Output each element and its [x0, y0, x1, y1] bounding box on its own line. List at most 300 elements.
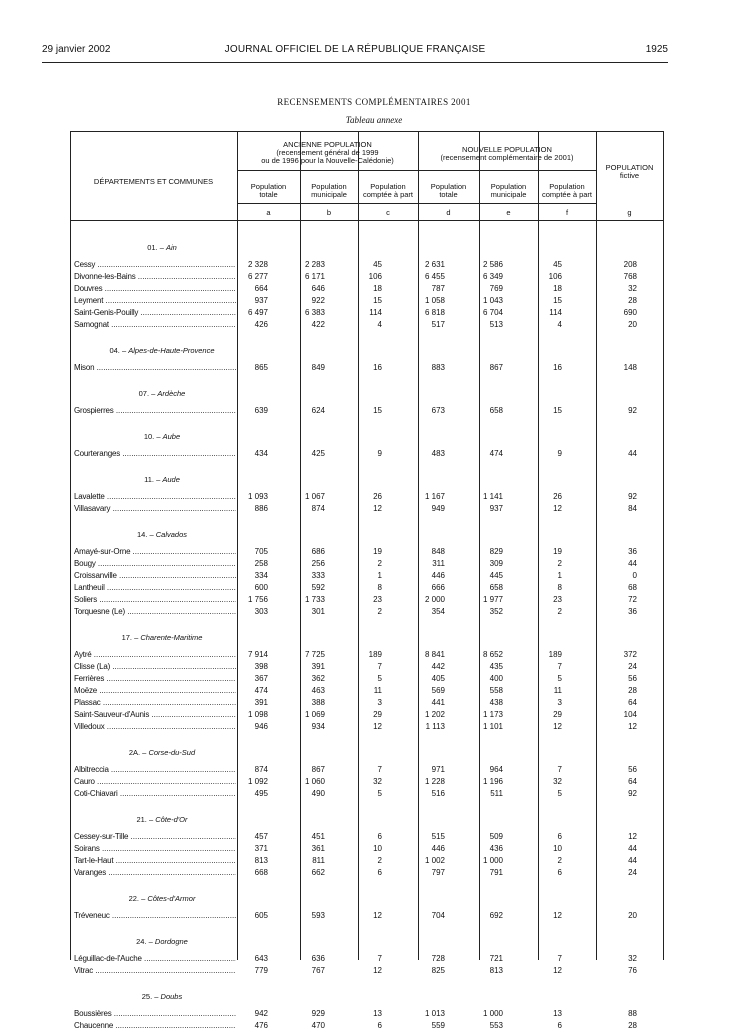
table-row	[70, 449, 664, 460]
table-row	[70, 698, 664, 709]
cell-b: 1 069	[304, 710, 325, 719]
cell-f: 3	[557, 698, 562, 707]
table-row	[70, 662, 664, 673]
cell-f: 114	[549, 308, 562, 317]
cell-d: 1 202	[424, 710, 445, 719]
department-number: 11. –	[144, 475, 163, 484]
cell-f: 18	[553, 284, 562, 293]
cell-g: 56	[628, 674, 637, 683]
cell-d: 1 113	[425, 722, 445, 731]
cell-b: 333	[311, 571, 325, 580]
cell-d: 848	[431, 547, 445, 556]
commune-name: Saint-Genis-Pouilly .....	[74, 308, 236, 319]
cell-e: 2 586	[482, 260, 503, 269]
cell-f: 15	[553, 406, 562, 415]
cell-e: 813	[489, 966, 503, 975]
cell-b: 1 060	[304, 777, 325, 786]
group-header-new-title: NOUVELLE POPULATION	[462, 145, 552, 154]
department-heading	[72, 346, 252, 355]
cell-f: 4	[557, 320, 562, 329]
cell-b: 256	[311, 559, 325, 568]
cell-b: 490	[311, 789, 325, 798]
cell-d: 673	[431, 406, 445, 415]
table-row	[70, 674, 664, 685]
cell-f: 2	[557, 607, 562, 616]
cell-a: 495	[254, 789, 268, 798]
cell-a: 476	[254, 1021, 268, 1030]
table-row	[70, 272, 664, 283]
cell-a: 457	[254, 832, 268, 841]
subcol-header-line1: Population	[370, 182, 406, 191]
cell-a: 434	[254, 449, 268, 458]
cell-b: 451	[311, 832, 325, 841]
cell-a: 1 098	[247, 710, 268, 719]
cell-d: 405	[431, 674, 445, 683]
cell-f: 12	[553, 504, 562, 513]
department-name: Dordogne	[154, 937, 188, 946]
commune-name: Cauro .....	[74, 777, 236, 788]
department-name: Aude	[162, 475, 180, 484]
cell-a: 6 497	[247, 308, 268, 317]
cell-g: 72	[628, 595, 637, 604]
col-header-departements: DÉPARTEMENTS ET COMMUNES	[93, 177, 214, 186]
department-heading	[72, 633, 252, 642]
cell-b: 934	[311, 722, 325, 731]
table-row	[70, 559, 664, 570]
cell-a: 6 277	[247, 272, 268, 281]
subcol-letter: d	[446, 208, 451, 217]
document-subtitle: Tableau annexe	[345, 115, 403, 125]
cell-f: 13	[553, 1009, 562, 1018]
cell-d: 6 455	[424, 272, 445, 281]
table-row	[70, 868, 664, 879]
cell-g: 44	[628, 559, 637, 568]
cell-c: 26	[373, 492, 382, 501]
cell-e: 1 173	[482, 710, 503, 719]
commune-name: Aytré .....	[74, 650, 236, 661]
cell-f: 5	[557, 674, 562, 683]
cell-g: 44	[628, 449, 637, 458]
department-number: 04. –	[109, 346, 129, 355]
cell-g: 84	[628, 504, 637, 513]
cell-e: 937	[489, 504, 503, 513]
cell-a: 1 092	[247, 777, 268, 786]
cell-b: 767	[311, 966, 325, 975]
commune-name: Villedoux .....	[74, 722, 236, 733]
commune-name: Albitreccia .....	[74, 765, 236, 776]
cell-e: 1 141	[482, 492, 503, 501]
cell-c: 45	[373, 260, 382, 269]
table-row	[70, 595, 664, 606]
commune-name: Grospierres .....	[74, 406, 236, 417]
table-row	[70, 260, 664, 271]
cell-d: 311	[432, 559, 445, 568]
department-number: 14. –	[136, 530, 156, 539]
subcol-header-line1: Population	[490, 182, 527, 191]
cell-d: 515	[431, 832, 445, 841]
cell-e: 769	[489, 284, 503, 293]
cell-d: 2 631	[424, 260, 445, 269]
cell-c: 16	[373, 363, 382, 372]
col-header-fictive-2: fictive	[619, 171, 640, 180]
cell-d: 446	[431, 844, 445, 853]
cell-d: 728	[431, 954, 445, 963]
commune-name: Villasavary .....	[74, 504, 236, 515]
cell-d: 883	[431, 363, 445, 372]
cell-g: 44	[628, 844, 637, 853]
cell-g: 0	[632, 571, 637, 580]
cell-b: 646	[311, 284, 325, 293]
department-number: 21. –	[136, 815, 156, 824]
group-header-old-sub1: (recensement général de 1999	[276, 148, 379, 157]
cell-f: 6	[557, 868, 562, 877]
cell-e: 509	[489, 832, 503, 841]
subcol-letter: e	[506, 208, 511, 217]
cell-c: 18	[373, 284, 382, 293]
cell-a: 398	[254, 662, 268, 671]
table-row	[70, 686, 664, 697]
table-row	[70, 320, 664, 331]
cell-d: 446	[431, 571, 445, 580]
department-heading	[72, 530, 252, 539]
table-row	[70, 777, 664, 788]
commune-name: Divonne-les-Bains .....	[74, 272, 236, 283]
cell-b: 391	[311, 662, 325, 671]
cell-b: 7 725	[304, 650, 325, 659]
table-row	[70, 954, 664, 965]
cell-d: 516	[431, 789, 445, 798]
group-header-new-sub: (recensement complémentaire de 2001)	[440, 153, 574, 162]
cell-c: 13	[373, 1009, 382, 1018]
cell-c: 2	[377, 559, 382, 568]
cell-e: 6 704	[482, 308, 503, 317]
cell-f: 23	[553, 595, 562, 604]
cell-f: 12	[553, 966, 562, 975]
commune-name: Amayé-sur-Orne .....	[74, 547, 236, 558]
department-heading	[72, 475, 252, 484]
cell-c: 2	[377, 856, 382, 865]
cell-e: 8 652	[482, 650, 503, 659]
commune-name: Leyment .....	[74, 296, 236, 307]
cell-b: 686	[311, 547, 325, 556]
cell-b: 624	[311, 406, 325, 415]
cell-a: 605	[254, 911, 268, 920]
cell-b: 1 067	[304, 492, 325, 501]
commune-name: Bougy .....	[74, 559, 236, 570]
cell-e: 558	[489, 686, 503, 695]
cell-b: 867	[311, 765, 325, 774]
commune-name: Torquesne (Le) .....	[74, 607, 236, 618]
cell-c: 19	[373, 547, 382, 556]
group-header-old-sub2: ou de 1996 pour la Nouvelle-Calédonie)	[261, 156, 394, 165]
cell-c: 6	[377, 832, 382, 841]
cell-f: 11	[553, 686, 562, 695]
cell-f: 7	[557, 662, 562, 671]
cell-d: 797	[431, 868, 445, 877]
department-name: Ardèche	[157, 389, 186, 398]
commune-name: Tart-le-Haut .....	[74, 856, 236, 867]
subcol-letter: b	[326, 208, 332, 217]
cell-e: 721	[489, 954, 503, 963]
cell-d: 1 013	[424, 1009, 445, 1018]
cell-d: 704	[431, 911, 445, 920]
header-journal-title: JOURNAL OFFICIEL DE LA RÉPUBLIQUE FRANÇAISE	[224, 44, 486, 55]
table-row	[70, 1021, 664, 1032]
table-row	[70, 607, 664, 618]
cell-f: 9	[557, 449, 562, 458]
cell-g: 32	[628, 284, 637, 293]
department-heading	[72, 243, 252, 252]
cell-e: 964	[489, 765, 503, 774]
cell-d: 442	[431, 662, 445, 671]
cell-b: 362	[311, 674, 325, 683]
cell-a: 874	[254, 765, 268, 774]
cell-d: 1 228	[424, 777, 445, 786]
cell-b: 922	[311, 296, 325, 305]
cell-c: 11	[373, 686, 382, 695]
department-name: Charente-Maritime	[140, 633, 203, 642]
cell-c: 9	[377, 449, 382, 458]
cell-c: 7	[377, 765, 382, 774]
cell-e: 692	[489, 911, 503, 920]
cell-e: 1 101	[482, 722, 503, 731]
cell-e: 445	[489, 571, 503, 580]
cell-a: 2 328	[247, 260, 268, 269]
cell-g: 92	[628, 406, 637, 415]
cell-g: 44	[628, 856, 637, 865]
commune-name: Plassac .....	[74, 698, 236, 709]
cell-d: 569	[431, 686, 445, 695]
cell-f: 15	[553, 296, 562, 305]
table-row	[70, 1009, 664, 1020]
cell-a: 639	[254, 406, 268, 415]
commune-name: Courteranges .....	[74, 449, 236, 460]
population-table	[70, 131, 664, 1030]
cell-a: 1 756	[247, 595, 268, 604]
cell-e: 309	[489, 559, 503, 568]
cell-e: 658	[489, 583, 503, 592]
cell-a: 258	[254, 559, 268, 568]
subcol-header-line1: Population	[430, 182, 467, 191]
cell-c: 6	[377, 868, 382, 877]
cell-e: 553	[489, 1021, 503, 1030]
cell-g: 92	[628, 492, 637, 501]
cell-f: 189	[548, 650, 562, 659]
commune-name: Lantheuil .....	[74, 583, 236, 594]
department-heading	[72, 432, 252, 441]
cell-e: 1 977	[482, 595, 503, 604]
cell-e: 1 000	[482, 1009, 503, 1018]
cell-c: 12	[373, 911, 382, 920]
commune-name: Lavalette .....	[74, 492, 236, 503]
cell-f: 16	[553, 363, 562, 372]
cell-d: 6 818	[424, 308, 445, 317]
commune-name: Vitrac .....	[74, 966, 236, 977]
cell-c: 189	[368, 650, 382, 659]
subcol-header-line2: comptée à part	[362, 190, 414, 199]
cell-a: 813	[254, 856, 268, 865]
cell-c: 8	[377, 583, 382, 592]
cell-f: 2	[557, 559, 562, 568]
department-number: 10. –	[143, 432, 163, 441]
department-number: 2A. –	[128, 748, 149, 757]
cell-g: 12	[628, 722, 637, 731]
cell-b: 592	[311, 583, 325, 592]
cell-e: 400	[489, 674, 503, 683]
cell-c: 3	[377, 698, 382, 707]
subcol-header-line1: Population	[250, 182, 287, 191]
table-row	[70, 583, 664, 594]
cell-b: 463	[311, 686, 325, 695]
cell-e: 511	[490, 789, 503, 798]
subcol-letter: f	[565, 208, 569, 217]
cell-g: 36	[628, 607, 637, 616]
cell-f: 6	[557, 832, 562, 841]
department-heading	[72, 894, 252, 903]
header-bottom-rule	[70, 220, 664, 221]
table-row	[70, 406, 664, 417]
cell-a: 886	[254, 504, 268, 513]
group-header-old-title: ANCIENNE POPULATION	[283, 140, 372, 149]
cell-a: 600	[254, 583, 268, 592]
table-row	[70, 308, 664, 319]
cell-a: 865	[254, 363, 268, 372]
commune-name: Croissanville .....	[74, 571, 236, 582]
cell-f: 32	[553, 777, 562, 786]
table-row	[70, 296, 664, 307]
cell-d: 8 841	[424, 650, 445, 659]
cell-g: 28	[628, 686, 637, 695]
table-row	[70, 722, 664, 733]
cell-g: 24	[628, 868, 637, 877]
cell-a: 942	[254, 1009, 268, 1018]
table-row	[70, 547, 664, 558]
commune-name: Samognat .....	[74, 320, 236, 331]
subcol-header-line2: totale	[439, 190, 458, 199]
cell-g: 36	[628, 547, 637, 556]
cell-a: 7 914	[247, 650, 268, 659]
cell-g: 12	[628, 832, 637, 841]
cell-f: 26	[553, 492, 562, 501]
cell-b: 929	[311, 1009, 325, 1018]
cell-d: 1 167	[424, 492, 445, 501]
cell-b: 301	[311, 607, 325, 616]
cell-d: 517	[431, 320, 445, 329]
cell-b: 2 283	[304, 260, 325, 269]
header-rule	[42, 62, 668, 63]
department-heading	[72, 937, 252, 946]
cell-g: 20	[628, 911, 637, 920]
cell-g: 92	[628, 789, 637, 798]
commune-name: Soliers .....	[74, 595, 236, 606]
cell-a: 371	[254, 844, 268, 853]
cell-c: 32	[373, 777, 382, 786]
department-name: Calvados	[155, 530, 188, 539]
table-row	[70, 504, 664, 515]
cell-a: 474	[254, 686, 268, 695]
cell-e: 6 349	[482, 272, 503, 281]
cell-g: 28	[628, 1021, 637, 1030]
cell-d: 971	[431, 765, 445, 774]
subcol-letter: c	[386, 208, 390, 217]
cell-g: 56	[628, 765, 637, 774]
group-header-rule	[237, 170, 596, 171]
cell-c: 5	[377, 674, 382, 683]
cell-c: 29	[373, 710, 382, 719]
cell-b: 422	[311, 320, 325, 329]
department-name: Ain	[165, 243, 177, 252]
cell-f: 12	[553, 722, 562, 731]
department-number: 01. –	[147, 243, 166, 252]
subcol-letter: g	[627, 208, 632, 217]
department-heading	[72, 748, 252, 757]
cell-g: 76	[628, 966, 637, 975]
cell-e: 438	[489, 698, 503, 707]
department-number: 24. –	[136, 937, 155, 946]
cell-a: 779	[254, 966, 268, 975]
commune-name: Mison .....	[74, 363, 236, 374]
cell-c: 23	[373, 595, 382, 604]
cell-b: 636	[311, 954, 325, 963]
header-page-number: 1925	[645, 44, 668, 55]
subcol-header-line2: totale	[259, 190, 278, 199]
cell-f: 12	[553, 911, 562, 920]
cell-d: 441	[431, 698, 445, 707]
commune-name: Tréveneuc .....	[74, 911, 236, 922]
table-row	[70, 710, 664, 721]
cell-c: 15	[373, 296, 382, 305]
cell-d: 1 058	[424, 296, 445, 305]
cell-c: 12	[373, 504, 382, 513]
cell-a: 1 093	[247, 492, 268, 501]
department-heading	[72, 992, 252, 1001]
cell-d: 666	[431, 583, 445, 592]
cell-b: 593	[311, 911, 325, 920]
cell-a: 705	[254, 547, 268, 556]
commune-name: Coti-Chiavari .....	[74, 789, 236, 800]
cell-f: 10	[553, 844, 562, 853]
commune-name: Saint-Sauveur-d'Aunis .....	[74, 710, 236, 721]
cell-c: 12	[373, 966, 382, 975]
table-row	[70, 966, 664, 977]
cell-d: 559	[431, 1021, 445, 1030]
cell-g: 32	[628, 954, 637, 963]
cell-g: 104	[623, 710, 637, 719]
department-heading	[72, 815, 252, 824]
cell-e: 867	[489, 363, 503, 372]
cell-b: 849	[311, 363, 325, 372]
cell-d: 1 002	[424, 856, 445, 865]
cell-g: 372	[623, 650, 637, 659]
cell-c: 15	[373, 406, 382, 415]
cell-e: 658	[489, 406, 503, 415]
subcol-header-line2: municipale	[311, 190, 347, 199]
cell-c: 7	[377, 662, 382, 671]
cell-d: 354	[431, 607, 445, 616]
cell-f: 19	[553, 547, 562, 556]
commune-name: Clisse (La) .....	[74, 662, 236, 673]
cell-c: 106	[368, 272, 382, 281]
document-title: RECENSEMENTS COMPLÉMENTAIRES 2001	[277, 97, 471, 107]
commune-name: Moëze .....	[74, 686, 236, 697]
subheader-rule	[237, 203, 596, 204]
department-name: Côte-d'Or	[155, 815, 188, 824]
commune-name: Cessey-sur-Tille .....	[74, 832, 236, 843]
subcol-header-line2: comptée à part	[541, 190, 593, 199]
cell-c: 4	[377, 320, 382, 329]
cell-c: 10	[373, 844, 382, 853]
cell-g: 64	[628, 777, 637, 786]
